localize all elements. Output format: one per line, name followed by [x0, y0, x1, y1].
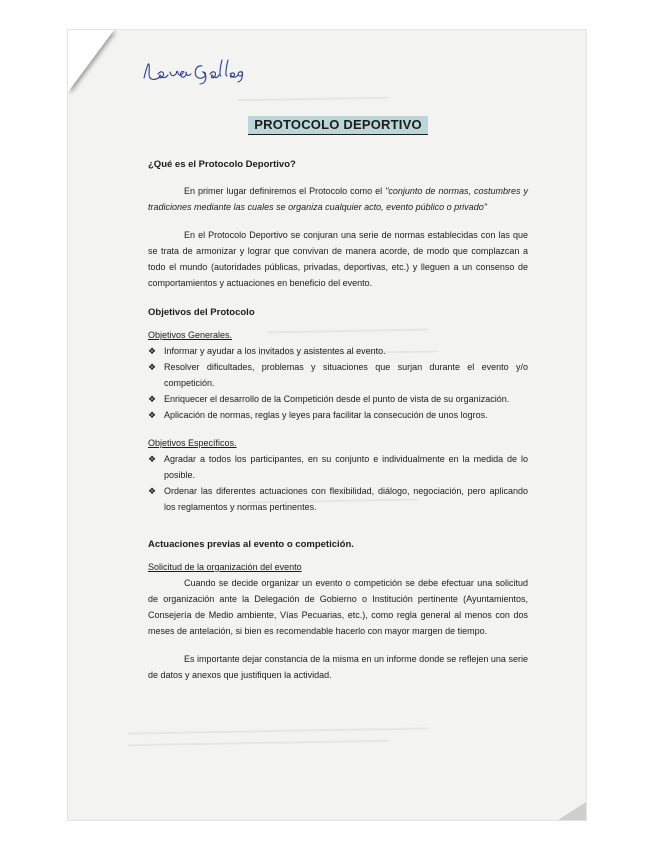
list-item-text: Ordenar las diferentes actuaciones con flexibilidad, diálogo, negociación, pero aplicando los reglamentos y normas pertinentes. — [164, 486, 528, 512]
diamond-bullet-icon: ❖ — [148, 486, 157, 496]
diamond-bullet-icon: ❖ — [148, 394, 157, 404]
list-item — [148, 343, 528, 359]
list-item-text: Aplicación de normas, reglas y leyes para facilitar la consecución de unos logros. — [164, 410, 488, 420]
diamond-bullet-icon: ❖ — [148, 410, 157, 420]
diamond-bullet-icon: ❖ — [148, 362, 157, 372]
specific-objectives-heading: Objetivos Específicos. — [148, 438, 237, 448]
paragraph-definition — [148, 183, 528, 215]
request-heading: Solicitud de la organización del evento — [148, 562, 302, 572]
general-objectives-list — [148, 343, 528, 423]
list-item — [148, 407, 528, 423]
specific-objectives-list — [148, 451, 528, 515]
document-body — [148, 116, 528, 695]
section-question: ¿Qué es el Protocolo Deportivo? — [148, 159, 296, 170]
list-item — [148, 451, 528, 483]
diamond-bullet-icon: ❖ — [148, 346, 157, 356]
handwritten-signature — [140, 50, 250, 90]
list-item-text: Enriquecer el desarrollo de la Competición desde el punto de vista de su organización. — [164, 394, 510, 404]
list-item — [148, 359, 528, 391]
actions-heading: Actuaciones previas al evento o competición. — [148, 539, 354, 550]
list-item-text: Informar y ayudar a los invitados y asistentes al evento. — [164, 346, 386, 356]
document-page — [68, 30, 586, 820]
list-item — [148, 391, 528, 407]
paragraph-sport-protocol: En el Protocolo Deportivo se conjuran una serie de normas establecidas con las que se trata de armonizar y lograr que convivan de manera acorde, de modo que complazcan a todo el mundo (autoridades públicas, privadas, deportivas, etc.) y lleguen a un consenso de comportamientos y actuaciones en beneficio del evento. — [148, 230, 528, 288]
folded-corner-bottom-right — [558, 802, 586, 820]
definition-quote: "conjunto de normas, costumbres y tradiciones mediante las cuales se organiza cualquier acto, evento público o privado" — [148, 186, 528, 212]
general-objectives-heading: Objetivos Generales. — [148, 330, 233, 340]
list-item-text: Resolver dificultades, problemas y situaciones que surjan durante el evento y/o competición. — [164, 362, 528, 388]
title-text: PROTOCOLO DEPORTIVO — [248, 116, 428, 135]
paragraph-request: Cuando se decide organizar un evento o competición se debe efectuar una solicitud de organización ante la Delegación de Gobierno o Institución pertinente (Ayuntamientos, Consejería de Medio ambiente, Vías Pecuarias, etc.), como regla general al menos con dos meses de antelación, si bien es recomendable hacerlo con mayor margen de tiempo. — [148, 578, 528, 636]
folded-corner-top-left — [68, 30, 114, 92]
list-item — [148, 483, 528, 515]
page-title — [148, 116, 528, 135]
definition-lead: En primer lugar definiremos el Protocolo como el — [184, 186, 386, 196]
list-item-text: Agradar a todos los participantes, en su conjunto e individualmente en la medida de lo posible. — [164, 454, 528, 480]
paragraph-record: Es importante dejar constancia de la misma en un informe donde se reflejen una serie de datos y anexos que justifiquen la actividad. — [148, 654, 528, 680]
diamond-bullet-icon: ❖ — [148, 454, 157, 464]
objectives-heading: Objetivos del Protocolo — [148, 307, 255, 318]
